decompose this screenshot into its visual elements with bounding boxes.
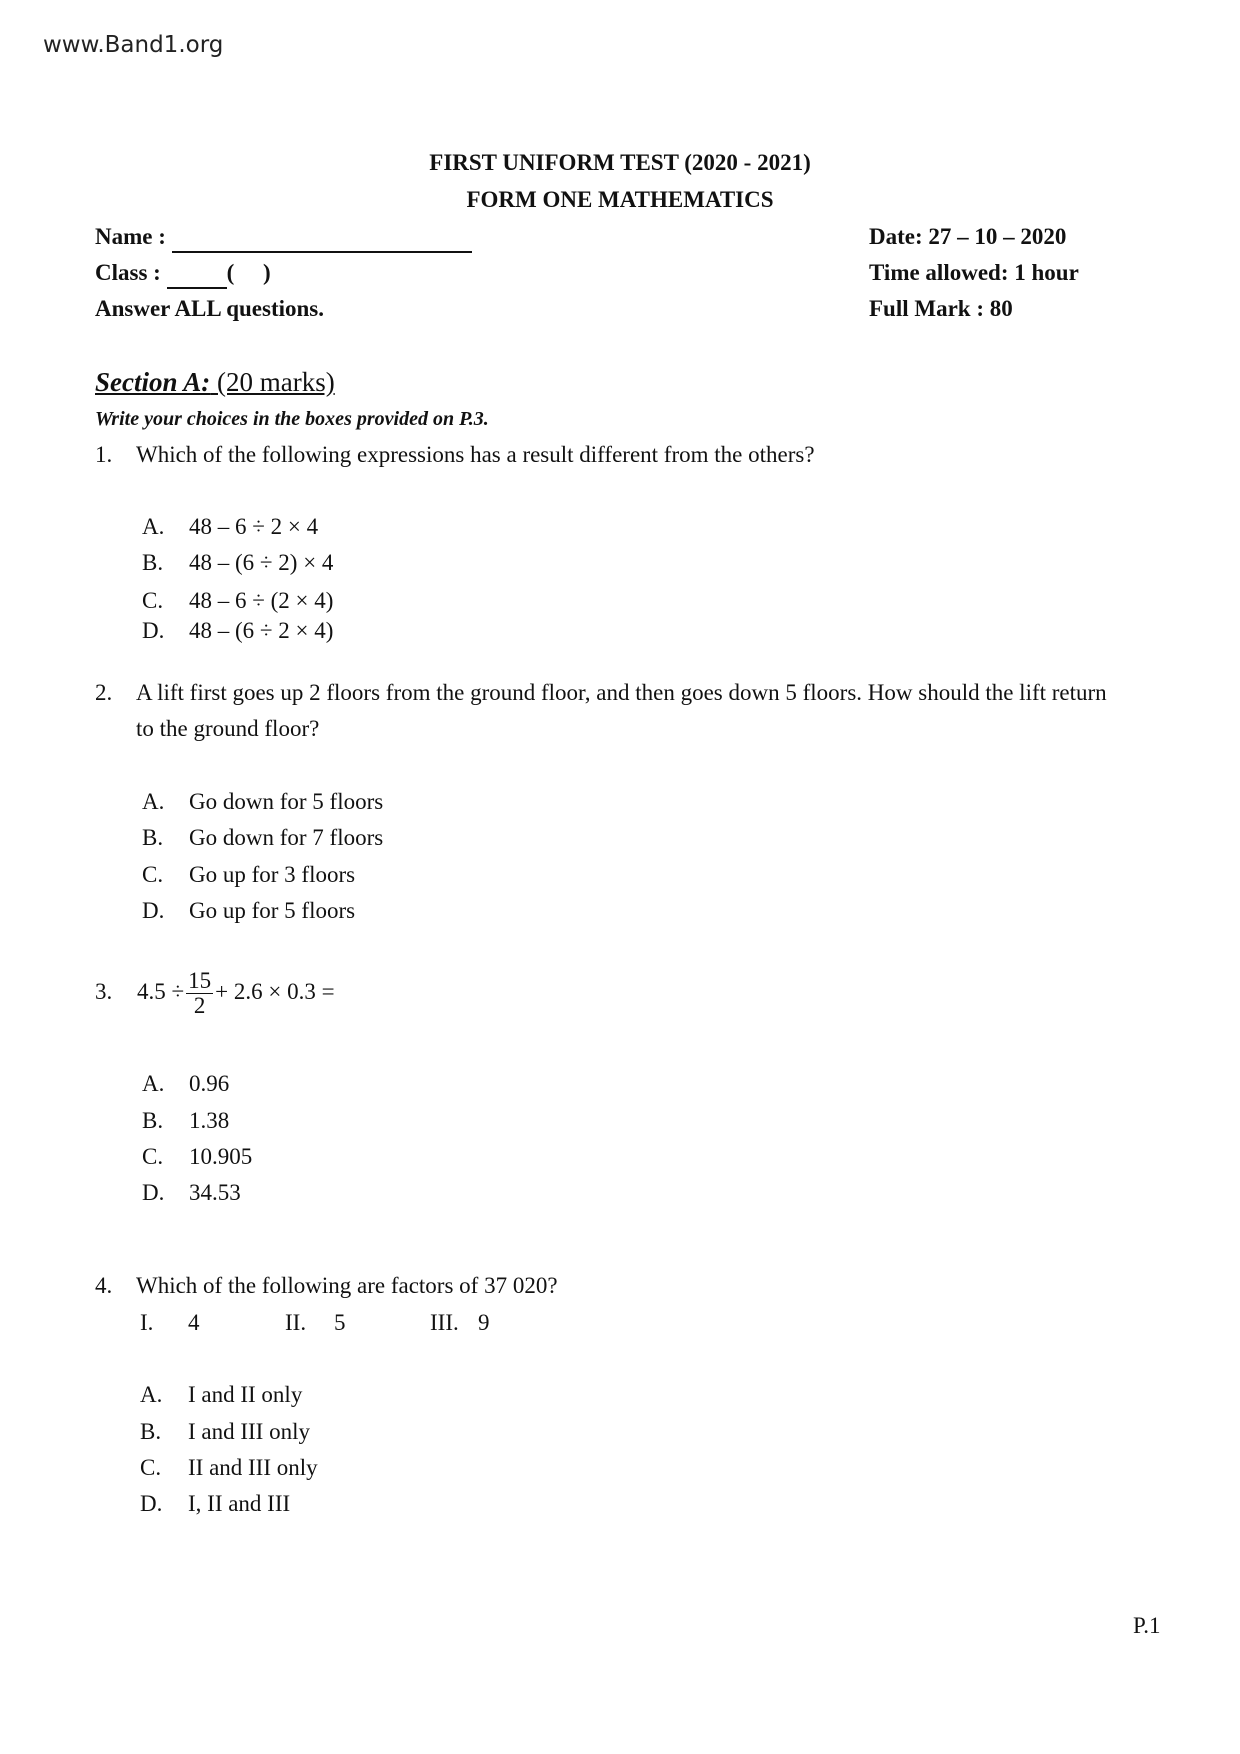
q4-option-b: I and III only <box>188 1419 310 1444</box>
q3-frac-denominator: 2 <box>193 993 206 1019</box>
q4-number: 4. <box>95 1273 113 1298</box>
q4-item-1-value: 4 <box>188 1310 200 1335</box>
q1-option-c: 48 – 6 ÷ (2 × 4) <box>189 588 334 613</box>
q3-option-c: 10.905 <box>189 1144 253 1169</box>
q1-option-b-letter: B. <box>142 550 164 575</box>
q2-text-line2: to the ground floor? <box>136 716 320 741</box>
q4-item-2-value: 5 <box>334 1310 346 1335</box>
q3-expression <box>137 966 335 1018</box>
class-field[interactable] <box>95 259 271 289</box>
q2-option-a: Go down for 5 floors <box>189 789 384 814</box>
q3-option-b-letter: B. <box>142 1108 164 1133</box>
q3-option-b: 1.38 <box>189 1108 230 1133</box>
section-marks: (20 marks) <box>217 367 335 397</box>
q4-option-c: II and III only <box>188 1455 318 1480</box>
q4-option-a-letter: A. <box>140 1382 163 1407</box>
section-heading <box>95 366 335 398</box>
q3-option-a: 0.96 <box>189 1071 230 1096</box>
class-label: Class : <box>95 260 161 285</box>
q4-option-c-letter: C. <box>140 1455 162 1480</box>
q3-fraction <box>186 969 213 1018</box>
exam-subtitle: FORM ONE MATHEMATICS <box>466 187 774 212</box>
q2-option-a-letter: A. <box>142 789 165 814</box>
q2-option-b: Go down for 7 floors <box>189 825 384 850</box>
q4-option-b-letter: B. <box>140 1419 162 1444</box>
name-blank[interactable] <box>172 223 472 253</box>
q1-option-d-letter: D. <box>142 618 165 643</box>
q3-frac-numerator: 15 <box>188 968 212 994</box>
q2-number: 2. <box>95 680 113 705</box>
q1-number: 1. <box>95 442 113 467</box>
exam-date: Date: 27 – 10 – 2020 <box>869 224 1067 249</box>
q2-option-d: Go up for 5 floors <box>189 898 356 923</box>
name-field[interactable] <box>95 223 472 253</box>
q3-expr-pre: 4.5 ÷ <box>137 979 185 1004</box>
q4-option-a: I and II only <box>188 1382 303 1407</box>
page-number: P.1 <box>1133 1613 1161 1638</box>
q1-option-c-letter: C. <box>142 588 164 613</box>
answer-all-instruction: Answer ALL questions. <box>95 296 325 321</box>
class-number: ( ) <box>226 260 271 285</box>
section-instruction: Write your choices in the boxes provided on P.3. <box>95 408 489 430</box>
q4-text: Which of the following are factors of 37 020? <box>136 1273 558 1298</box>
q2-option-c: Go up for 3 floors <box>189 862 356 887</box>
q4-item-3-value: 9 <box>478 1310 490 1335</box>
q3-option-c-letter: C. <box>142 1144 164 1169</box>
q3-expr-post: + 2.6 × 0.3 = <box>215 979 335 1004</box>
q2-option-c-letter: C. <box>142 862 164 887</box>
section-title: Section A: <box>95 367 211 397</box>
q2-text: A lift first goes up 2 floors from the ground floor, and then goes down 5 floors. How should the lift return <box>136 680 1107 705</box>
q3-option-d-letter: D. <box>142 1180 165 1205</box>
q2-option-b-letter: B. <box>142 825 164 850</box>
exam-title: FIRST UNIFORM TEST (2020 - 2021) <box>429 150 811 175</box>
q4-option-d-letter: D. <box>140 1491 163 1516</box>
q3-number: 3. <box>95 979 113 1004</box>
time-allowed: Time allowed: 1 hour <box>869 260 1079 285</box>
class-blank[interactable] <box>167 259 227 289</box>
q1-option-b: 48 – (6 ÷ 2) × 4 <box>189 550 334 575</box>
q1-option-a: 48 – 6 ÷ 2 × 4 <box>189 514 319 539</box>
q1-text: Which of the following expressions has a result different from the others? <box>136 442 815 467</box>
q1-option-d: 48 – (6 ÷ 2 × 4) <box>189 618 334 643</box>
q2-option-d-letter: D. <box>142 898 165 923</box>
name-label: Name : <box>95 224 166 249</box>
watermark: www.Band1.org <box>43 32 224 58</box>
q4-option-d: I, II and III <box>188 1491 291 1516</box>
q1-option-a-letter: A. <box>142 514 165 539</box>
q3-option-a-letter: A. <box>142 1071 165 1096</box>
q3-option-d: 34.53 <box>189 1180 241 1205</box>
full-mark: Full Mark : 80 <box>869 296 1013 321</box>
q4-item-1-label: I. <box>140 1310 154 1335</box>
q4-item-3-label: III. <box>430 1310 459 1335</box>
q4-item-2-label: II. <box>285 1310 307 1335</box>
